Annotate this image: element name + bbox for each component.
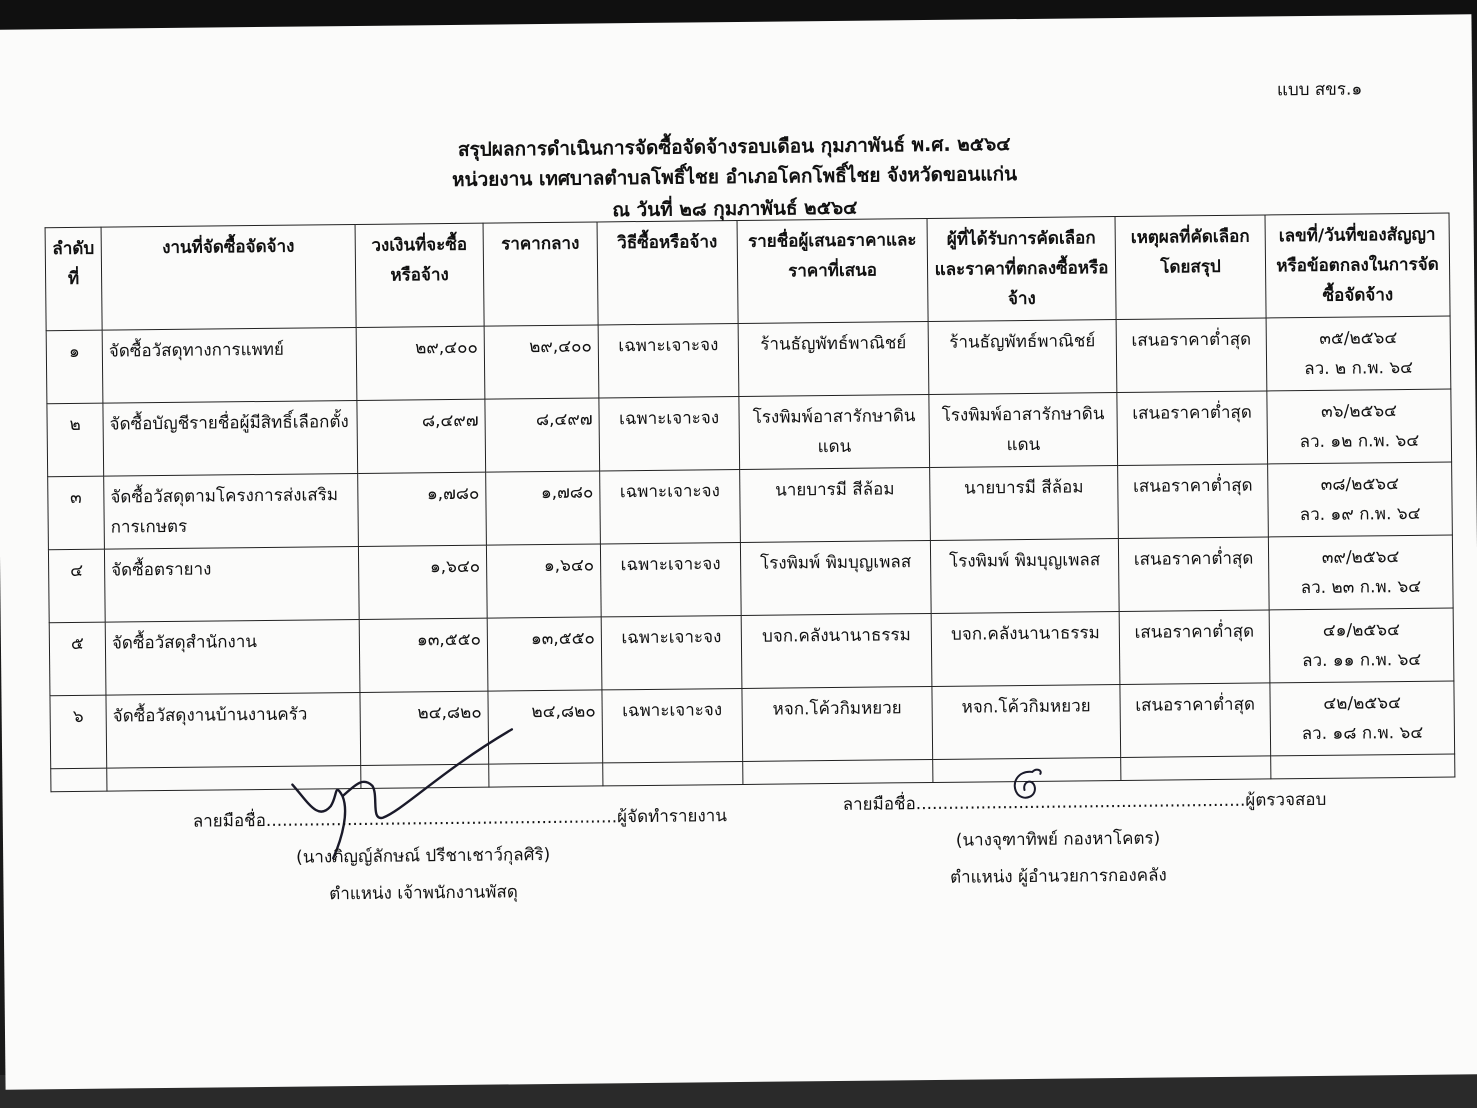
document-page [0, 14, 1477, 1089]
cell-no: ๖ [50, 695, 107, 769]
form-code: แบบ สขร.๑ [1276, 79, 1363, 101]
cell-no: ๔ [48, 549, 105, 623]
cell-no: ๕ [49, 622, 106, 696]
cell-item: จัดซื้อบัญชีรายชื่อผู้มีสิทธิ์เลือกตั้ง [103, 400, 358, 476]
cell-budget: ๒๙,๔๐๐ [356, 326, 485, 400]
contract-no: ๓๘/๒๕๖๔ [1320, 474, 1400, 495]
cell-winner: โรงพิมพ์อาสารักษาดินแดน [929, 393, 1118, 468]
cell-reason: เสนอราคาต่ำสุด [1116, 318, 1267, 393]
cell-no: ๒ [47, 403, 104, 477]
reporter-sign-line: ลายมือชื่อ.................................................................ผู้จัดทำรายงาน [192, 806, 728, 832]
col-header-item: งานที่จัดซื้อจัดจ้าง [101, 224, 356, 330]
cell-median: ๒๙,๔๐๐ [484, 325, 599, 399]
contract-date: ลว. ๒๓ ก.พ. ๖๔ [1300, 576, 1422, 599]
cell-method: เฉพาะเจาะจง [602, 688, 743, 762]
cell-method: เฉพาะเจาะจง [600, 542, 741, 616]
cell-winner: โรงพิมพ์ พิมบุญเพลส [930, 539, 1119, 614]
blank-cell [1271, 754, 1455, 779]
contract-no: ๔๒/๒๕๖๔ [1323, 693, 1401, 714]
cell-median: ๘,๔๙๗ [485, 398, 600, 472]
cell-item: จัดซื้อวัสดุทางการแพทย์ [102, 327, 357, 403]
checker-signature-block [842, 786, 1327, 891]
cell-median: ๒๔,๘๒๐ [488, 690, 603, 764]
col-header-budget: วงเงินที่จะซื้อหรือจ้าง [355, 223, 484, 327]
cell-method: เฉพาะเจาะจง [598, 323, 739, 397]
cell-winner: ร้านธัญพัทธ์พาณิชย์ [928, 320, 1117, 395]
blank-cell [51, 768, 107, 792]
cell-winner: หจก.โค้วกิมหยวย [932, 685, 1121, 760]
cell-reason: เสนอราคาต่ำสุด [1118, 537, 1269, 612]
blank-cell [603, 761, 743, 785]
agency-line: หน่วยงาน เทศบาลตำบลโพธิ์ไชย อำเภอโคกโพธิ์ไชย จังหวัดขอนแก่น [451, 163, 1018, 191]
reporter-position: ตำแหน่ง เจ้าพนักงานพัสดุ [329, 882, 518, 905]
cell-item: จัดซื้อวัสดุงานบ้านงานครัว [106, 692, 361, 768]
contract-no: ๓๕/๒๕๖๔ [1319, 328, 1398, 349]
cell-budget: ๘,๔๙๗ [357, 399, 486, 473]
cell-no: ๑ [46, 330, 103, 404]
contract-no: ๓๖/๒๕๖๔ [1321, 401, 1398, 422]
checker-sign-line: ลายมือชื่อ.............................................................ผู้ตรวจสอบ [842, 789, 1327, 815]
cell-reason: เสนอราคาต่ำสุด [1117, 391, 1268, 466]
cell-budget: ๒๔,๘๒๐ [360, 691, 489, 765]
blank-cell [1121, 756, 1271, 781]
cell-bidder: โรงพิมพ์อาสารักษาดินแดน [739, 394, 930, 469]
cell-item: จัดซื้อวัสดุสำนักงาน [105, 619, 360, 695]
cell-bidder: ร้านธัญพัทธ์พาณิชย์ [738, 322, 929, 397]
cell-method: เฉพาะเจาะจง [600, 469, 741, 543]
cell-contract [1267, 389, 1452, 464]
col-header-reason: เหตุผลที่คัดเลือกโดยสรุป [1115, 215, 1266, 320]
report-date: ณ วันที่ ๒๘ กุมภาพันธ์ ๒๕๖๔ [612, 196, 858, 222]
cell-method: เฉพาะเจาะจง [601, 615, 742, 689]
blank-cell [743, 759, 933, 784]
cell-budget: ๑๓,๕๕๐ [359, 618, 488, 692]
cell-no: ๓ [48, 476, 105, 550]
cell-reason: เสนอราคาต่ำสุด [1120, 683, 1271, 758]
cell-reason: เสนอราคาต่ำสุด [1119, 610, 1270, 685]
reporter-signature-block [192, 803, 728, 909]
cell-winner: บจก.คลังนานาธรรม [931, 612, 1120, 687]
report-title: สรุปผลการดำเนินการจัดซื้อจัดจ้างรอบเดือน กุมภาพันธ์ พ.ศ. ๒๕๖๔ [457, 133, 1011, 161]
cell-reason: เสนอราคาต่ำสุด [1118, 464, 1269, 539]
checker-position: ตำแหน่ง ผู้อำนวยการกองคลัง [949, 865, 1167, 888]
cell-median: ๑,๗๘๐ [486, 471, 601, 545]
cell-median: ๑๓,๕๕๐ [487, 617, 602, 691]
cell-winner: นายบารมี สีล้อม [930, 466, 1119, 541]
cell-bidder: โรงพิมพ์ พิมบุญเพลส [740, 540, 931, 615]
col-header-bidders: รายชื่อผู้เสนอราคาและราคาที่เสนอ [737, 219, 928, 324]
contract-date: ลว. ๑๑ ก.พ. ๖๔ [1302, 649, 1422, 672]
procurement-table [45, 213, 1456, 793]
cell-contract [1268, 462, 1453, 537]
cell-item: จัดซื้อตรายาง [104, 546, 359, 622]
contract-no: ๓๙/๒๕๖๔ [1321, 547, 1400, 568]
cell-budget: ๑,๖๔๐ [358, 545, 487, 619]
contract-no: ๔๑/๒๕๖๔ [1322, 620, 1401, 641]
cell-bidder: หจก.โค้วกิมหยวย [742, 686, 933, 761]
checker-name: (นางจุฑาทิพย์ กองหาโคตร) [955, 828, 1161, 851]
col-header-method: วิธีซื้อหรือจ้าง [597, 220, 738, 324]
contract-date: ลว. ๑๒ ก.พ. ๖๔ [1299, 430, 1420, 453]
col-header-no: ลำดับที่ [45, 227, 102, 331]
col-header-median-price: ราคากลาง [483, 222, 598, 326]
col-header-contract: เลขที่/วันที่ของสัญญาหรือข้อตกลงในการจัดซื้อจัดจ้าง [1265, 213, 1450, 318]
contract-date: ลว. ๑๘ ก.พ. ๖๔ [1301, 722, 1424, 745]
cell-method: เฉพาะเจาะจง [599, 396, 740, 470]
cell-contract [1269, 608, 1454, 683]
table-header-row [45, 213, 1450, 331]
contract-date: ลว. ๑๙ ก.พ. ๖๔ [1299, 503, 1421, 526]
cell-contract [1270, 681, 1455, 756]
cell-bidder: บจก.คลังนานาธรรม [741, 613, 932, 688]
cell-contract [1266, 316, 1451, 391]
cell-budget: ๑,๗๘๐ [358, 472, 487, 546]
cell-bidder: นายบารมี สีล้อม [740, 467, 931, 542]
cell-median: ๑,๖๔๐ [486, 544, 601, 618]
cell-item: จัดซื้อวัสดุตามโครงการส่งเสริมการเกษตร [104, 473, 359, 549]
cell-contract [1268, 535, 1453, 610]
col-header-winner: ผู้ที่ได้รับการคัดเลือกและราคาที่ตกลงซื้อหรือจ้าง [927, 217, 1116, 322]
reporter-name: (นางภิญญ์ลักษณ์ ปรีชาเชาว์กุลศิริ) [296, 844, 551, 868]
contract-date: ลว. ๒ ก.พ. ๖๔ [1304, 357, 1414, 380]
